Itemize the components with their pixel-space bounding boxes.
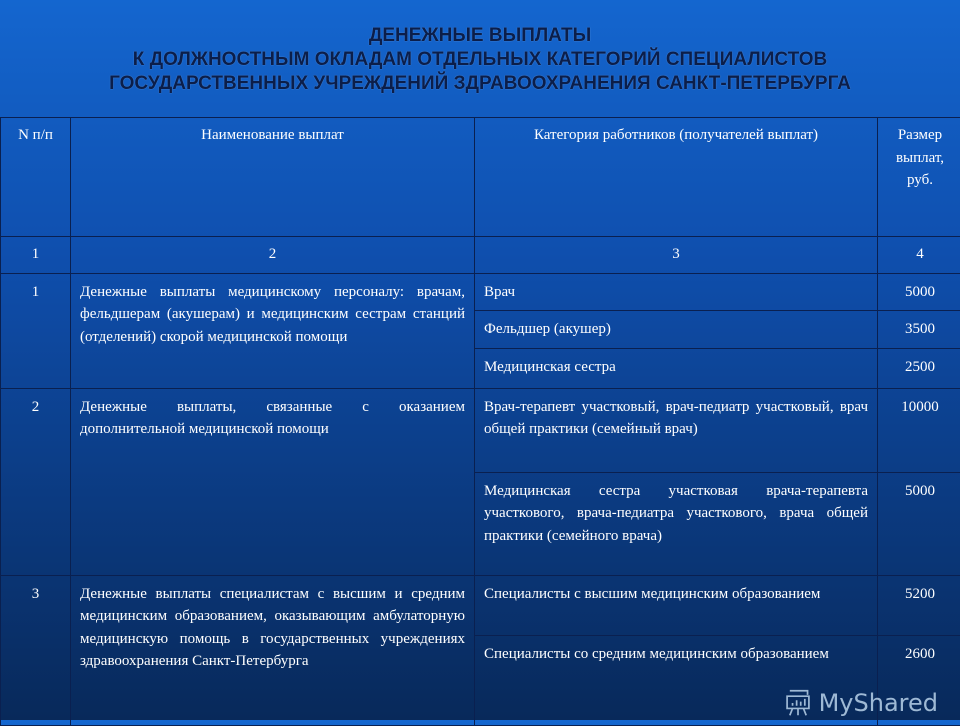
amount: 5000 — [878, 472, 960, 575]
slide-title — [0, 24, 960, 96]
amount: 5200 — [878, 575, 960, 635]
title-line: ГОСУДАРСТВЕННЫХ УЧРЕЖДЕНИЙ ЗДРАВООХРАНЕНИЯ САНКТ-ПЕТЕРБУРГА — [0, 72, 960, 96]
row-number: 2 — [1, 388, 71, 575]
presentation-board-icon — [783, 688, 813, 718]
watermark-text: MyShared — [819, 689, 938, 717]
payment-name: Денежные выплаты специалистам с высшим и средним медицинским образованием, оказывающим амбулаторную медицинскую помощь в государственных учреждениях здравоохранения Санкт-Петербурга — [71, 575, 475, 725]
amount: 5000 — [878, 273, 960, 311]
header-cell: N п/п — [1, 118, 71, 237]
category: Специалисты со средним медицинским образованием — [475, 635, 878, 725]
title-line: ДЕНЕЖНЫЕ ВЫПЛАТЫ — [0, 24, 960, 48]
title-line: К ДОЛЖНОСТНЫМ ОКЛАДАМ ОТДЕЛЬНЫХ КАТЕГОРИЙ СПЕЦИАЛИСТОВ — [0, 48, 960, 72]
payments-table — [0, 117, 960, 726]
header-cell: Наименование выплат — [71, 118, 475, 237]
category: Специалисты с высшим медицинским образованием — [475, 575, 878, 635]
category: Медицинская сестра — [475, 348, 878, 388]
payment-name: Денежные выплаты медицинскому персоналу: врачам, фельдшерам (акушерам) и медицинским сестрам станций (отделений) скорой медицинской помощи — [71, 273, 475, 388]
table-row — [1, 273, 960, 311]
table-row — [1, 575, 960, 635]
category: Фельдшер (акушер) — [475, 311, 878, 349]
header-cell: Категория работников (получателей выплат) — [475, 118, 878, 237]
col-number: 4 — [878, 237, 960, 274]
col-number: 2 — [71, 237, 475, 274]
header-cell: Размер выплат, руб. — [878, 118, 960, 237]
column-number-row — [1, 237, 960, 274]
category: Врач-терапевт участковый, врач-педиатр участковый, врач общей практики (семейный врач) — [475, 388, 878, 472]
amount: 3500 — [878, 311, 960, 349]
col-number: 3 — [475, 237, 878, 274]
category: Врач — [475, 273, 878, 311]
amount: 2600 — [878, 635, 960, 725]
watermark — [783, 688, 938, 718]
amount: 2500 — [878, 348, 960, 388]
table-row — [1, 388, 960, 472]
category: Медицинская сестра участковая врача-терапевта участкового, врача-педиатра участкового, врача общей практики (семейного врача) — [475, 472, 878, 575]
header-row — [1, 118, 960, 237]
amount: 10000 — [878, 388, 960, 472]
col-number: 1 — [1, 237, 71, 274]
row-number: 3 — [1, 575, 71, 725]
row-number: 1 — [1, 273, 71, 388]
payment-name: Денежные выплаты, связанные с оказанием дополнительной медицинской помощи — [71, 388, 475, 575]
